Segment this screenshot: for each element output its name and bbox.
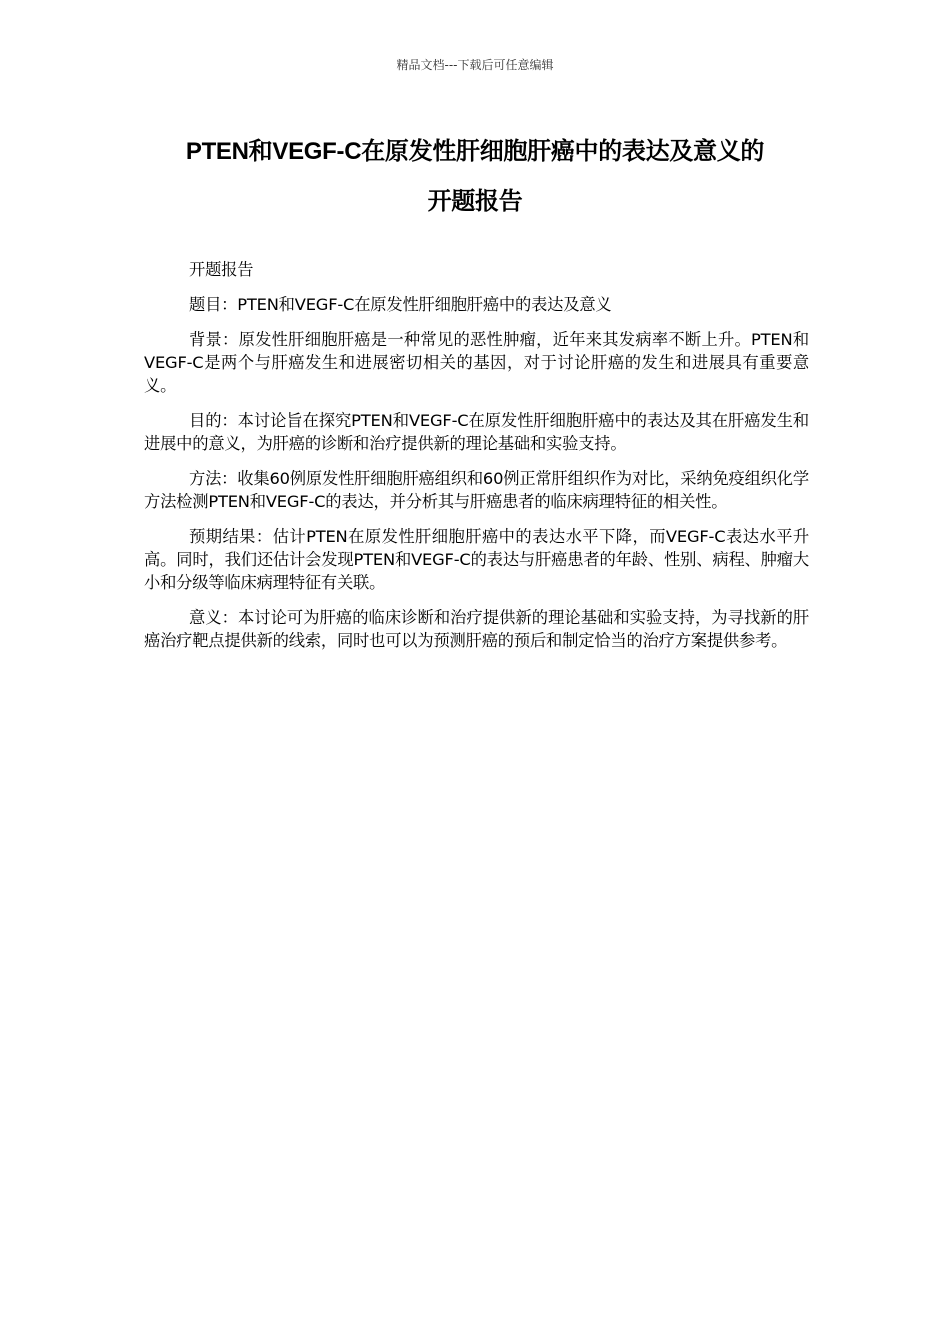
- document-body: [144, 258, 809, 664]
- header-note: 精品文档---下载后可任意编辑: [396, 58, 554, 72]
- document-title: [100, 133, 850, 221]
- objective-paragraph: 目的：本讨论旨在探究PTEN和VEGF-C在原发性肝细胞肝癌中的表达及其在肝癌发生和进展中的意义，为肝癌的诊断和治疗提供新的理论基础和实验支持。: [144, 411, 809, 453]
- method-paragraph: 方法：收集60例原发性肝细胞肝癌组织和60例正常肝组织作为对比，采纳免疫组织化学方法检测PTEN和VEGF-C的表达，并分析其与肝癌患者的临床病理特征的相关性。: [144, 469, 809, 511]
- expected-results-paragraph: 预期结果：估计PTEN在原发性肝细胞肝癌中的表达水平下降，而VEGF-C表达水平升高。同时，我们还估计会发现PTEN和VEGF-C的表达与肝癌患者的年龄、性别、病程、肿瘤大小和分级等临床病理特征有关联。: [144, 527, 809, 592]
- title-line-2: 开题报告: [427, 188, 523, 215]
- section-heading-paragraph: 开题报告: [189, 260, 254, 279]
- background-paragraph: 背景：原发性肝细胞肝癌是一种常见的恶性肿瘤，近年来其发病率不断上升。PTEN和VEGF-C是两个与肝癌发生和进展密切相关的基因，对于讨论肝癌的发生和进展具有重要意义。: [144, 330, 809, 395]
- topic-paragraph: 题目：PTEN和VEGF-C在原发性肝细胞肝癌中的表达及意义: [189, 295, 612, 314]
- significance-paragraph: 意义：本讨论可为肝癌的临床诊断和治疗提供新的理论基础和实验支持，为寻找新的肝癌治疗靶点提供新的线索，同时也可以为预测肝癌的预后和制定恰当的治疗方案提供参考。: [144, 608, 809, 650]
- title-line-1: PTEN和VEGF-C在原发性肝细胞肝癌中的表达及意义的: [185, 138, 765, 165]
